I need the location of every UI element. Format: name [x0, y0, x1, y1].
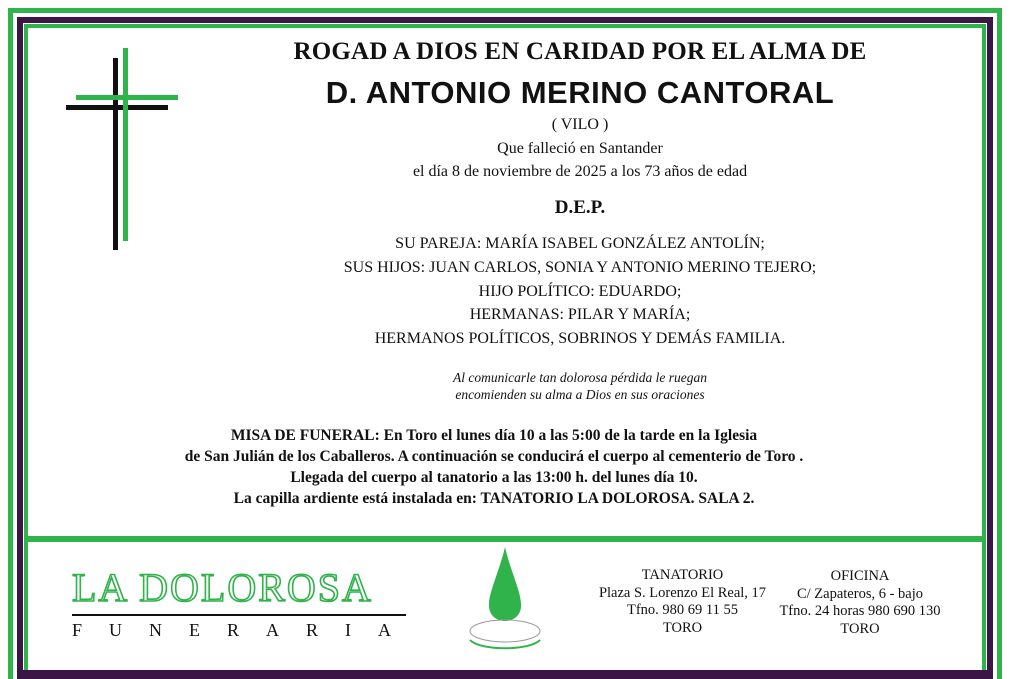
family-line: HERMANOS POLÍTICOS, SOBRINOS Y DEMÁS FAMILIA. [374, 330, 786, 348]
bottom-purple-border [17, 670, 993, 679]
family-line: HIJO POLÍTICO: EDUARDO; [478, 282, 682, 300]
funeral-line: MISA DE FUNERAL: En Toro el lunes día 10 a las 5:00 de la tarde en la Iglesia [230, 427, 758, 444]
deceased-name: D. ANTONIO MERINO CANTORAL [325, 75, 835, 110]
nickname: ( VILO ) [551, 116, 609, 133]
funeral-line: de San Julián de los Caballeros. A continuación se conducirá el cuerpo al cementerio de Toro . [184, 448, 804, 465]
tanatorio-contact [580, 567, 785, 637]
prayer-text [0, 369, 1010, 403]
family-line: SUS HIJOS: JUAN CARLOS, SONIA Y ANTONIO MERINO TEJERO; [343, 258, 817, 276]
oficina-title: OFICINA [830, 568, 890, 584]
family-line: SU PAREJA: MARÍA ISABEL GONZÁLEZ ANTOLÍN; [395, 235, 765, 252]
death-date: el día 8 de noviembre de 2025 a los 73 años de edad [412, 163, 748, 180]
funeral-line: La capilla ardiente está instalada en: TANATORIO LA DOLOROSA. SALA 2. [233, 490, 755, 507]
flame-icon [465, 543, 545, 661]
dep-label: D.E.P. [554, 197, 606, 218]
prayer-line: Al comunicarle tan dolorosa pérdida le ruegan [453, 370, 707, 385]
tanatorio-title: TANATORIO [641, 567, 724, 583]
death-place: Que falleció en Santander [497, 140, 663, 157]
prayer-line: encomienden su alma a Dios en sus oraciones [455, 387, 705, 402]
family-line: HERMANAS: PILAR Y MARÍA; [469, 306, 691, 324]
logo-underline [72, 614, 406, 616]
logo-subtitle: FUNERARIA [72, 620, 419, 640]
oficina-city: TORO [840, 620, 880, 637]
funeral-line: Llegada del cuerpo al tanatorio a las 13:00 h. del lunes día 10. [290, 469, 698, 486]
oficina-phone: Tfno. 24 horas 980 690 130 [779, 603, 941, 619]
header-title: ROGAD A DIOS EN CARIDAD POR EL ALMA DE [293, 38, 867, 65]
tanatorio-address: Plaza S. Lorenzo El Real, 17 [598, 584, 767, 601]
funeral-home-logo: LA DOLOROSA [72, 565, 373, 610]
footer-divider [28, 536, 982, 542]
oficina-contact [770, 568, 950, 638]
tanatorio-city: TORO [662, 619, 703, 636]
tanatorio-phone: Tfno. 980 69 11 55 [626, 602, 739, 618]
oficina-address: C/ Zapateros, 6 - bajo [796, 585, 924, 602]
family-list [0, 232, 1010, 351]
funeral-info [0, 425, 988, 509]
